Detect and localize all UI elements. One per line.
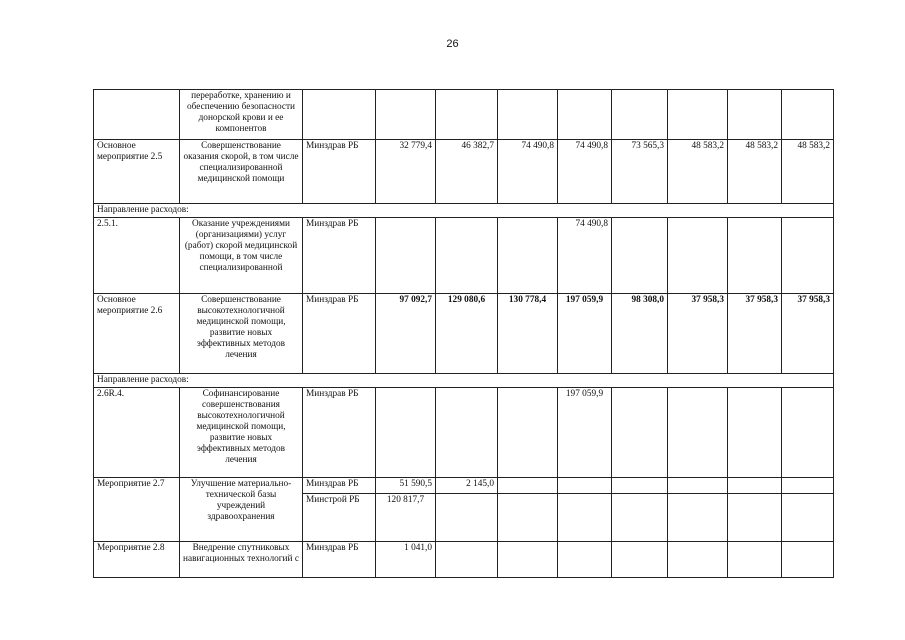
- table-row: [94, 388, 834, 478]
- executor-cell: Минстрой РБ: [303, 494, 376, 542]
- value-cell: [436, 90, 498, 140]
- value-cell: 74 490,8: [558, 218, 612, 294]
- description-cell: Оказание учреждениями (организациями) услуг (работ) скорой медицинской помощи, в том числе специализированной: [180, 218, 303, 294]
- code-cell: Основное мероприятие 2.6: [94, 294, 180, 374]
- value-cell: [436, 218, 498, 294]
- value-cell: [436, 542, 498, 578]
- value-cell: 37 958,3: [668, 294, 728, 374]
- value-cell: 74 490,8: [558, 140, 612, 204]
- value-cell: [782, 478, 834, 494]
- description-cell: Софинансирование совершенствования высокотехнологичной медицинской помощи, развитие новых эффективных методов лечения: [180, 388, 303, 478]
- value-cell: 51 590,5: [376, 478, 436, 494]
- value-cell: 73 565,3: [612, 140, 668, 204]
- value-cell: [668, 90, 728, 140]
- budget-table-body: [94, 90, 834, 578]
- value-cell: [612, 478, 668, 494]
- executor-cell: Минздрав РБ: [303, 294, 376, 374]
- code-cell: Мероприятие 2.7: [94, 478, 180, 542]
- value-cell: [728, 542, 782, 578]
- direction-label: Направление расходов:: [94, 374, 834, 388]
- value-cell: 1 041,0: [376, 542, 436, 578]
- value-cell: [376, 388, 436, 478]
- value-cell: 2 145,0: [436, 478, 498, 494]
- table-row: [94, 294, 834, 374]
- budget-table: [93, 89, 834, 578]
- value-cell: [498, 478, 558, 494]
- value-cell: 120 817,7: [376, 494, 436, 542]
- value-cell: 37 958,3: [782, 294, 834, 374]
- value-cell: 130 778,4: [498, 294, 558, 374]
- value-cell: 74 490,8: [498, 140, 558, 204]
- value-cell: [558, 478, 612, 494]
- value-cell: [612, 494, 668, 542]
- value-cell: [782, 388, 834, 478]
- value-cell: [376, 218, 436, 294]
- value-cell: 48 583,2: [728, 140, 782, 204]
- value-cell: [376, 90, 436, 140]
- table-row: [94, 478, 834, 494]
- table-row: [94, 90, 834, 140]
- value-cell: [612, 218, 668, 294]
- value-cell: [728, 494, 782, 542]
- value-cell: 129 080,6: [436, 294, 498, 374]
- value-cell: [498, 542, 558, 578]
- executor-cell: Минздрав РБ: [303, 388, 376, 478]
- value-cell: [728, 478, 782, 494]
- value-cell: [612, 90, 668, 140]
- code-cell: Основное мероприятие 2.5: [94, 140, 180, 204]
- page-number: 26: [446, 38, 459, 50]
- code-cell: 2.5.1.: [94, 218, 180, 294]
- executor-cell: Минздрав РБ: [303, 542, 376, 578]
- value-cell: [498, 218, 558, 294]
- value-cell: 37 958,3: [728, 294, 782, 374]
- value-cell: 98 308,0: [612, 294, 668, 374]
- executor-cell: Минздрав РБ: [303, 218, 376, 294]
- value-cell: [498, 494, 558, 542]
- value-cell: 97 092,7: [376, 294, 436, 374]
- value-cell: [728, 90, 782, 140]
- value-cell: [498, 90, 558, 140]
- value-cell: [782, 542, 834, 578]
- value-cell: 46 382,7: [436, 140, 498, 204]
- code-cell: 2.6R.4.: [94, 388, 180, 478]
- value-cell: [612, 388, 668, 478]
- value-cell: [558, 494, 612, 542]
- value-cell: [436, 388, 498, 478]
- table-row: [94, 218, 834, 294]
- value-cell: [436, 494, 498, 542]
- value-cell: 48 583,2: [782, 140, 834, 204]
- executor-cell: [303, 90, 376, 140]
- value-cell: [668, 478, 728, 494]
- code-cell: [94, 90, 180, 140]
- value-cell: [612, 542, 668, 578]
- value-cell: 197 059,9: [558, 294, 612, 374]
- description-cell: Совершенствование высокотехнологичной медицинской помощи, развитие новых эффективных методов лечения: [180, 294, 303, 374]
- executor-cell: Минздрав РБ: [303, 478, 376, 494]
- value-cell: [558, 542, 612, 578]
- value-cell: [668, 494, 728, 542]
- description-cell: Улучшение материально-технической базы учреждений здравоохранения: [180, 478, 303, 542]
- value-cell: [782, 494, 834, 542]
- value-cell: [782, 218, 834, 294]
- description-cell: Совершенствование оказания скорой, в том числе специализированной медицинской помощи: [180, 140, 303, 204]
- value-cell: 32 779,4: [376, 140, 436, 204]
- value-cell: [668, 388, 728, 478]
- value-cell: 197 059,9: [558, 388, 612, 478]
- value-cell: [728, 388, 782, 478]
- value-cell: [558, 90, 612, 140]
- value-cell: [498, 388, 558, 478]
- description-cell: Внедрение спутниковых навигационных технологий с: [180, 542, 303, 578]
- table-row: [94, 140, 834, 204]
- value-cell: [668, 542, 728, 578]
- direction-row: [94, 374, 834, 388]
- code-cell: Мероприятие 2.8: [94, 542, 180, 578]
- direction-row: [94, 204, 834, 218]
- value-cell: 48 583,2: [668, 140, 728, 204]
- description-cell: переработке, хранению и обеспечению безопасности донорской крови и ее компонентов: [180, 90, 303, 140]
- executor-cell: Минздрав РБ: [303, 140, 376, 204]
- value-cell: [668, 218, 728, 294]
- value-cell: [728, 218, 782, 294]
- value-cell: [782, 90, 834, 140]
- direction-label: Направление расходов:: [94, 204, 834, 218]
- table-row: [94, 542, 834, 578]
